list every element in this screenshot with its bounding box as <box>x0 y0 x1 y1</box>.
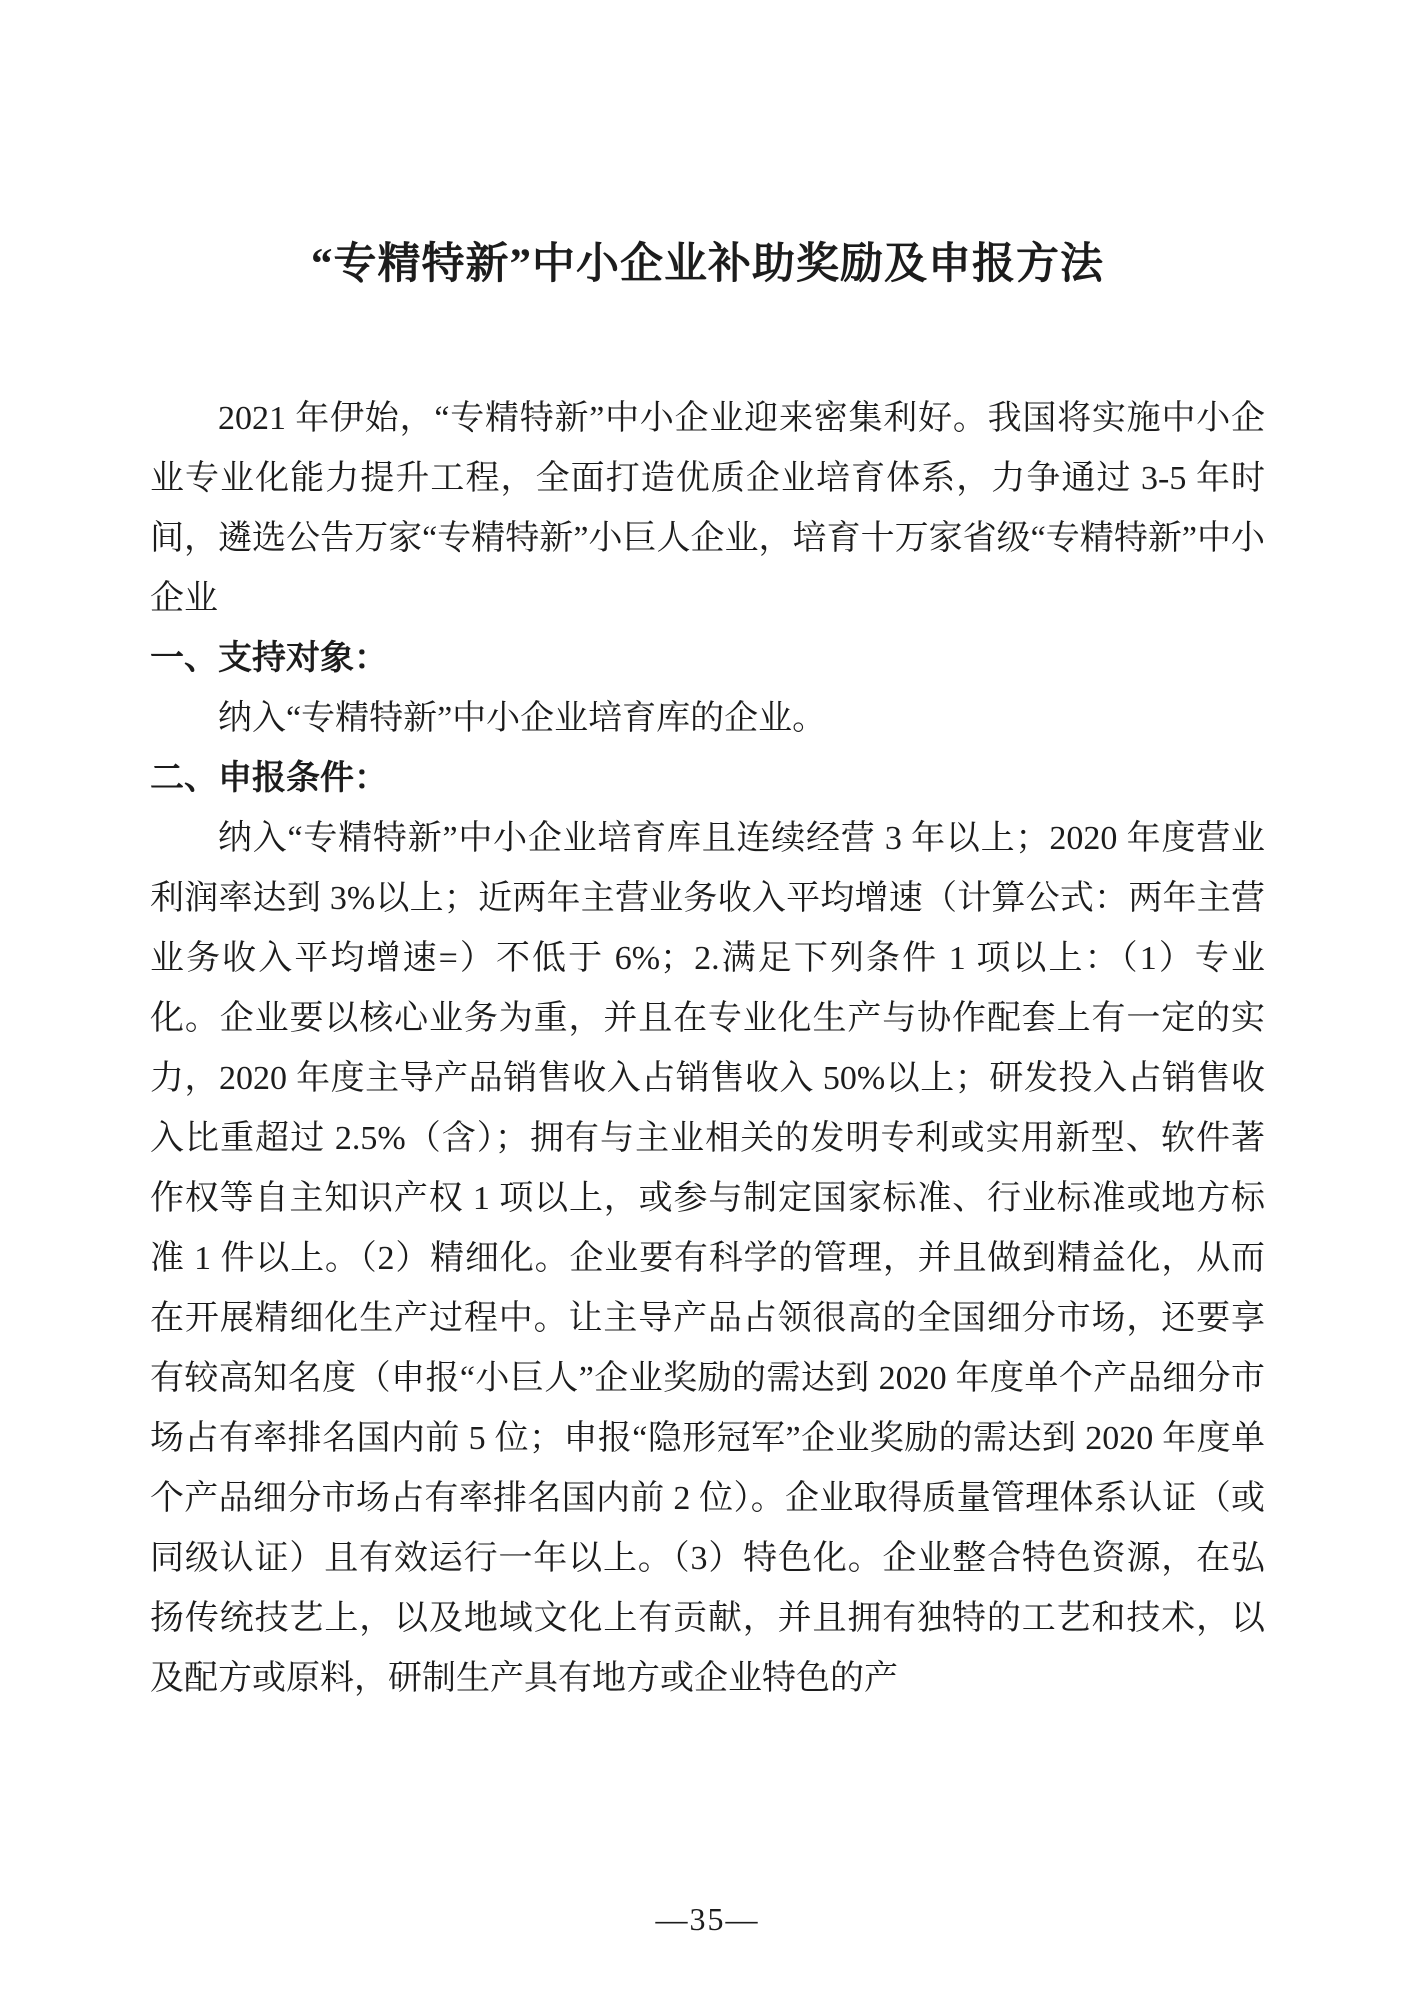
section-support-targets-heading: 一、支持对象： <box>150 640 388 678</box>
section-support-targets-body: 纳入“专精特新”中小企业培育库的企业。 <box>218 700 827 738</box>
page-number: —35— <box>655 1901 760 1937</box>
section-application-conditions-heading: 二、申报条件： <box>150 760 388 798</box>
document-title: “专精特新”中小企业补助奖励及申报方法 <box>311 241 1104 288</box>
intro-paragraph: 2021 年伊始，“专精特新”中小企业迎来密集利好。我国将实施中小企业专业化能力提升工程，全面打造优质企业培育体系，力争通过 3-5 年时间，遴选公告万家“专精特新”小巨人企业，培育十万家省级“专精特新”中小企业 <box>150 400 1265 618</box>
section-application-conditions-body: 纳入“专精特新”中小企业培育库且连续经营 3 年以上；2020 年度营业利润率达到 3%以上；近两年主营业务收入平均增速（计算公式：两年主营业务收入平均增速=）不低于 6%；2.满足下列条件 1 项以上：（1）专业化。企业要以核心业务为重，并且在专业化生产与协作配套上有一定的实力，2020 年度主导产品销售收入占销售收入 50%以上；研发投入占销售收入比重超过 2.5%（含）；拥有与主业相关的发明专利或实用新型、软件著作权等自主知识产权 1 项以上，或参与制定国家标准、行业标准或地方标准 1 件以上。（2）精细化。企业要有科学的管理，并且做到精益化，从而在开展精细化生产过程中。让主导产品占领很高的全国细分市场，还要享有较高知名度（申报“小巨人”企业奖励的需达到 2020 年度单个产品细分市场占有率排名国内前 5 位；申报“隐形冠军”企业奖励的需达到 2020 年度单个产品细分市场占有率排名国内前 2 位）。企业取得质量管理体系认证（或同级认证）且有效运行一年以上。（3）特色化。企业整合特色资源，在弘扬传统技艺上，以及地域文化上有贡献，并且拥有独特的工艺和技术，以及配方或原料，研制生产具有地方或企业特色的产 <box>150 820 1265 1698</box>
